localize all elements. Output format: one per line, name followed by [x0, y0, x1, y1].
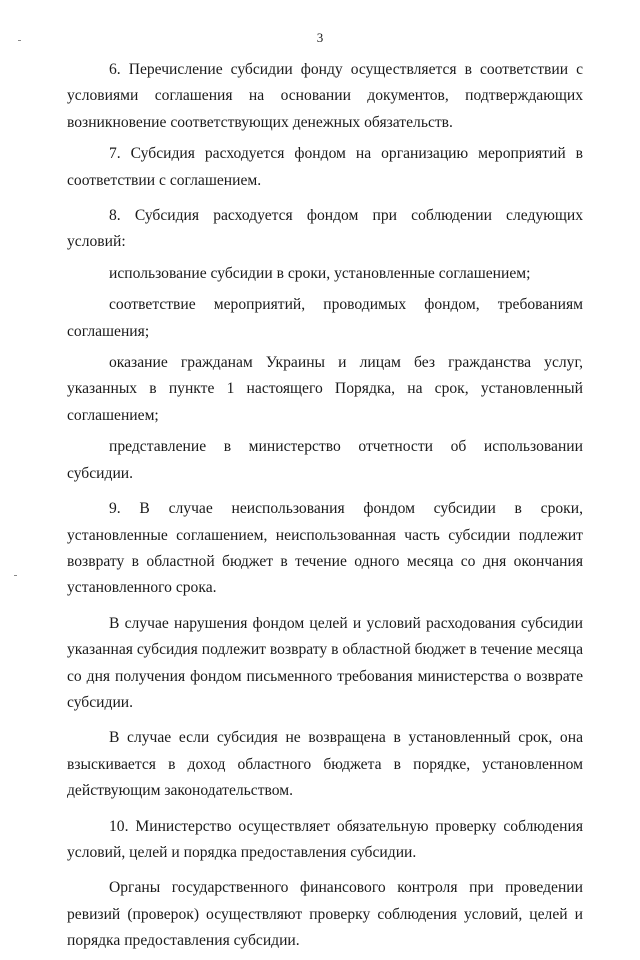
- condition-item: представление в министерство отчетности об использовании субсидии.: [67, 438, 583, 482]
- paragraph-10-control: Органы государственного финансового контроля при проведении ревизий (проверок) осуществляют проверку соблюдения условий, целей и порядка предоставления субсидии.: [67, 879, 583, 950]
- scan-mark: [14, 575, 17, 576]
- paragraph-10: 10. Министерство осуществляет обязательную проверку соблюдения условий, целей и порядка предоставления субсидии.: [67, 817, 583, 861]
- page-number: 3: [316, 30, 324, 45]
- paragraph-7: 7. Субсидия расходуется фондом на организацию мероприятий в соответствии с соглашением.: [67, 145, 583, 189]
- paragraph-8: 8. Субсидия расходуется фондом при соблюдении следующих условий:: [67, 207, 583, 251]
- condition-item: соответствие мероприятий, проводимых фондом, требованиям соглашения;: [67, 296, 583, 340]
- paragraph-9: 9. В случае неиспользования фондом субсидии в сроки, установленные соглашением, неиспользованная часть субсидии подлежит возврату в областной бюджет в течение одного месяца со дня окончания установленного срока.: [67, 500, 583, 597]
- paragraph-9-violation: В случае нарушения фондом целей и условий расходования субсидии указанная субсидия подлежит возврату в областной бюджет в течение месяца со дня получения фондом письменного требования министерства о возврате субсидии.: [67, 614, 583, 711]
- document-body: [67, 57, 583, 960]
- paragraph-6: 6. Перечисление субсидии фонду осуществляется в соответствии с условиями соглашения на основании документов, подтверждающих возникновение соответствующих денежных обязательств.: [67, 61, 583, 131]
- paragraph-9-recovery: В случае если субсидия не возвращена в установленный срок, она взыскивается в доход областного бюджета в порядке, установленном действующим законодательством.: [67, 729, 583, 800]
- condition-item: использование субсидии в сроки, установленные соглашением;: [109, 264, 531, 282]
- condition-item: оказание гражданам Украины и лицам без гражданства услуг, указанных в пункте 1 настоящего Порядка, на срок, установленный соглашением;: [67, 354, 583, 424]
